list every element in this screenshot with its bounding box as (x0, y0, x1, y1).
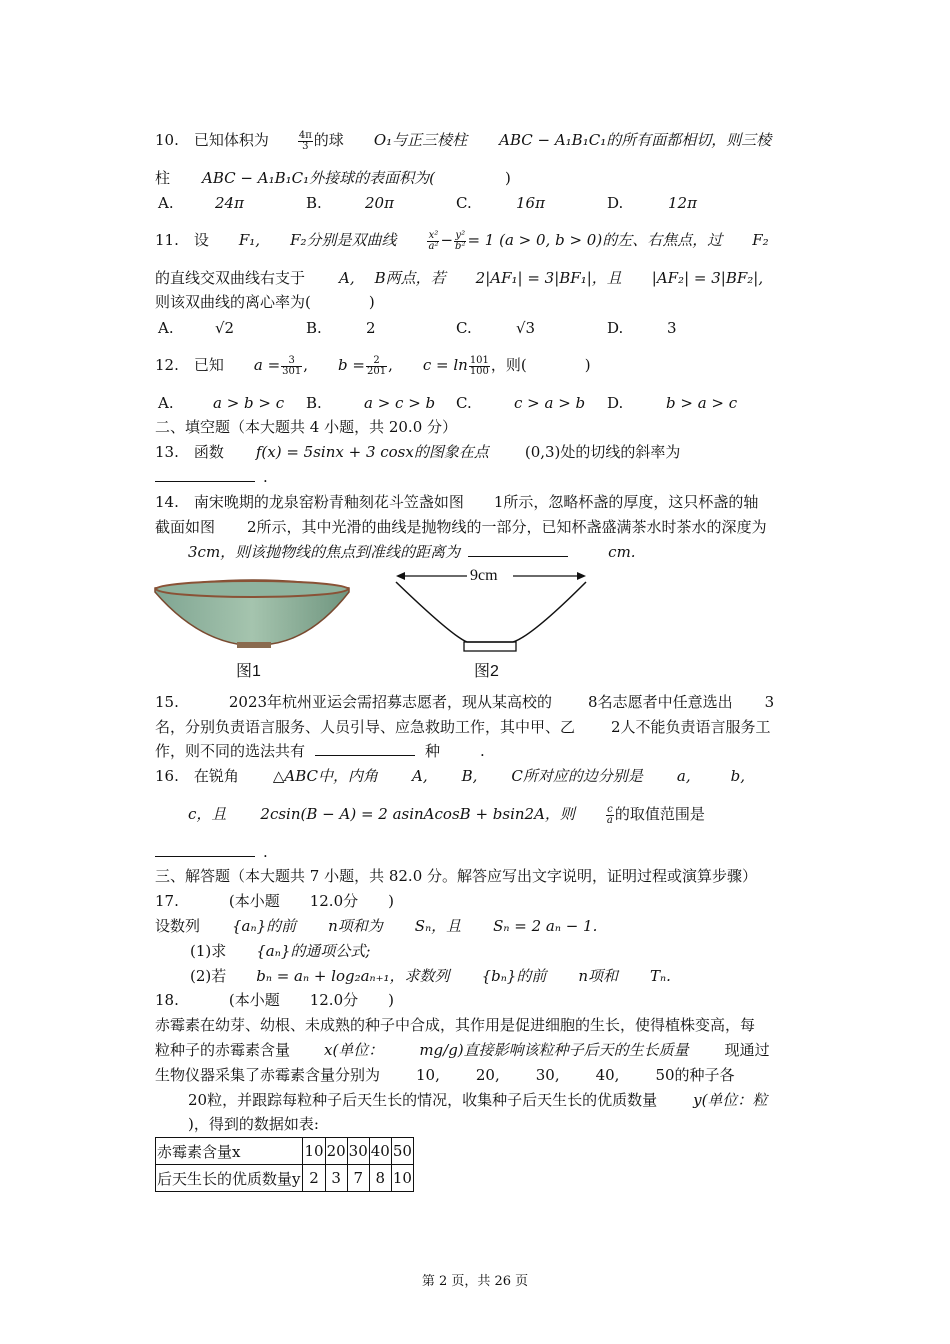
section-heading-fill: 二、填空题（本大题共 4 小题，共 20.0 分） (155, 418, 458, 436)
q13-text: (0,3)处的切线的斜率为 (524, 443, 681, 461)
q15-line3 (155, 741, 485, 761)
frac-num: 101 (469, 354, 489, 366)
q11-frac2 (454, 231, 466, 252)
q17-text: bₙ = aₙ + log₂aₙ₊₁，求数列 (256, 967, 450, 985)
q15-text: 2023年杭州亚运会需招募志愿者，现从某高校的 (228, 693, 553, 711)
option-value: 20π (365, 194, 394, 212)
table-header-cell: 后天生长的优质数量y (156, 1165, 303, 1192)
option-label: D. (607, 319, 624, 337)
frac-num: x² (428, 229, 439, 241)
q12-line1: 12. 已知 a = $\frac{3}{301}$ , b = $\frac{2}{201}$ , c = ln $\frac{101}{100}$ ，则( ) (155, 354, 591, 377)
q17-text: 12.0分 (309, 892, 359, 910)
answer-blank[interactable] (155, 842, 255, 857)
data-table (155, 1137, 414, 1192)
q16-line3 (155, 842, 268, 862)
q18-text: 20, (475, 1066, 500, 1084)
option-label: A. (158, 394, 174, 412)
q16-text: A, (412, 767, 428, 785)
q11-text: 2|AF₁| = 3|BF₁|，且 (475, 269, 622, 287)
q16-text: 的取值范围是 (614, 805, 705, 823)
q17-part2 (190, 966, 671, 986)
table-cell: 40 (369, 1138, 391, 1165)
table-cell: 3 (325, 1165, 347, 1192)
q11-text: − (440, 231, 454, 249)
q17-text: {aₙ}的前 (232, 917, 297, 935)
q14-line2 (155, 517, 767, 537)
q18-text: 40, (595, 1066, 620, 1084)
table-cell: 7 (347, 1165, 369, 1192)
q17-part1 (190, 941, 370, 961)
q17-header (155, 891, 394, 911)
q12-frac3 (469, 356, 490, 377)
q17-text: (本小题 (228, 892, 280, 910)
section-heading-solve: 三、解答题（本大题共 7 小题，共 82.0 分。解答应写出文字说明，证明过程或演算步骤） (155, 867, 758, 885)
q18-text: 10, (416, 1066, 440, 1084)
q18-text: ) (388, 991, 394, 1009)
table-header-cell: 赤霉素含量x (156, 1138, 303, 1165)
q14-text: 截面如图 (155, 518, 216, 536)
fig1-label: 图1 (236, 663, 261, 680)
option-value: b > a > c (666, 394, 738, 412)
q18-text: 粒种子的赤霉素含量 (155, 1041, 291, 1059)
q11-text: F₂ (752, 231, 769, 249)
frac-den: 3 (302, 140, 309, 152)
q17-text: 17. (155, 892, 179, 910)
q13-text: 13. 函数 (155, 443, 224, 461)
q17-text: ) (388, 892, 394, 910)
q14-text: 3cm，则该抛物线的焦点到准线的距离为 (188, 543, 461, 561)
frac-num: 2 (366, 356, 387, 367)
option-value: √3 (516, 319, 536, 337)
q18-text: 12.0分 (309, 991, 359, 1009)
q11-line3 (155, 292, 375, 312)
q17-line2 (155, 916, 597, 936)
q14-text: 2所示，其中光滑的曲线是抛物线的一部分，已知杯盏盛满茶水时茶水的深度为 (247, 518, 767, 536)
q10-text: ABC − A₁B₁C₁的所有面都相切，则三棱 (499, 131, 772, 149)
fig2-label: 图2 (474, 663, 499, 680)
q12-text: c = ln (422, 356, 468, 374)
q11-text: |AF₂| = 3|BF₂|, (651, 269, 764, 287)
q12-text: ，则( (490, 356, 527, 374)
q17-text: {bₙ}的前 (481, 967, 547, 985)
q16-text: △ABC中，内角 (272, 767, 379, 785)
q18-text: mg/g)直接影响该粒种子后天的生长质量 (419, 1041, 689, 1059)
frac-den: a (606, 814, 613, 826)
frac-den: a² (428, 240, 439, 252)
q11-text: 11. 设 (155, 231, 209, 249)
page-footer: 第 2 页，共 26 页 (421, 1274, 529, 1289)
q16-text: c，且 (188, 805, 227, 823)
q12-text: b = (338, 356, 365, 374)
q10-text: ABC − A₁B₁C₁外接球的表面积为( (202, 169, 435, 187)
frac-num: 3 (281, 356, 302, 367)
table-cell: 2 (303, 1165, 325, 1192)
frac-num: y² (455, 229, 466, 241)
q15-text: . (480, 742, 485, 760)
q17-text: Sₙ，且 (414, 917, 462, 935)
q16-text: B, (461, 767, 478, 785)
option-value: 12π (668, 194, 697, 212)
q10-fraction (298, 131, 313, 152)
q18-line1: 赤霉素在幼芽、幼根、未成熟的种子中合成，其作用是促进细胞的生长，使得植株变高，每 (155, 1016, 756, 1034)
q15-text: 作，则不同的选法共有 (155, 742, 306, 760)
q18-text: y(单位：粒 (693, 1091, 768, 1109)
q16-frac (606, 805, 614, 826)
option-label: C. (456, 194, 472, 212)
q17-text: Sₙ = 2 aₙ − 1. (493, 917, 598, 935)
q17-text: n项和 (578, 967, 619, 985)
q15-line1 (155, 692, 774, 712)
q11-line1 (155, 230, 769, 252)
q16-text: . (263, 843, 268, 861)
q10-line1 (155, 130, 771, 152)
option-value: a > b > c (213, 394, 285, 412)
option-label: D. (607, 194, 624, 212)
option-label: B. (306, 194, 322, 212)
frac-den: 301 (282, 365, 302, 377)
q10-text: 柱 (155, 169, 171, 187)
dimension-label: 9cm (470, 567, 498, 584)
q12-text: 12. 已知 (155, 356, 224, 374)
bowl-photo (153, 574, 353, 664)
q16-line2 (188, 804, 705, 826)
q18-line3 (155, 1065, 735, 1085)
table-cell: 20 (325, 1138, 347, 1165)
q16-text: 2csin(B − A) = 2 asinAcosB + bsin2A，则 (260, 805, 575, 823)
table-cell: 10 (391, 1165, 413, 1192)
q18-text: 20粒，并跟踪每粒种子后天生长的情况，收集种子后天生长的优质数量 (188, 1091, 658, 1109)
option-value: 16π (516, 194, 545, 212)
q18-line2 (155, 1040, 770, 1060)
q18-text: 现通过 (724, 1041, 770, 1059)
option-value: c > a > b (514, 394, 586, 412)
q11-text: B两点，若 (374, 269, 446, 287)
q10-text: ) (504, 169, 511, 187)
q16-text: 16. 在锐角 (155, 767, 239, 785)
q17-text: 设数列 (155, 917, 201, 935)
option-value: 2 (366, 319, 376, 337)
option-label: B. (306, 394, 322, 412)
q11-text: F₂分别是双曲线 (290, 231, 397, 249)
table-cell: 30 (347, 1138, 369, 1165)
table-row (156, 1138, 414, 1165)
q14-text: cm. (608, 543, 636, 561)
q11-frac1 (427, 231, 439, 252)
q18-text: x(单位： (324, 1041, 384, 1059)
option-value: 3 (667, 319, 677, 337)
frac-num: 4π (298, 129, 312, 141)
option-value: 24π (215, 194, 244, 212)
frac-den: 201 (366, 365, 387, 377)
q17-text: {aₙ}的通项公式; (256, 942, 371, 960)
q14-line3 (188, 542, 636, 562)
q18-text: 18. (155, 991, 179, 1009)
q13-text: f(x) = 5sinx + 3 cosx的图象在点 (255, 443, 489, 461)
q10-text: O₁与正三棱柱 (373, 131, 468, 149)
q11-text: F₁, (238, 231, 261, 249)
answer-blank[interactable] (315, 741, 415, 756)
q15-text: 种 (425, 742, 441, 760)
q15-text: 2人不能负责语言服务工 (611, 718, 771, 736)
q15-text: 3 (764, 693, 775, 711)
option-label: C. (456, 394, 472, 412)
q17-text: (2)若 (190, 967, 227, 985)
q13-line2 (155, 467, 268, 487)
q17-text: (1)求 (190, 942, 227, 960)
q12-text: a = (253, 356, 281, 374)
frac-den: b² (455, 240, 466, 252)
option-label: A. (158, 194, 174, 212)
q10-text: 10. 已知体积为 (155, 131, 269, 149)
q14-text: 1所示，忽略杯盏的厚度，这只杯盏的轴 (493, 493, 759, 511)
table-row (156, 1165, 414, 1192)
q16-text: C所对应的边分别是 (511, 767, 643, 785)
q13-line1 (155, 442, 680, 462)
q10-line2 (155, 168, 511, 188)
table-cell: 8 (369, 1165, 391, 1192)
q18-text: (本小题 (228, 991, 280, 1009)
q11-line2 (155, 268, 763, 288)
q11-text: 则该双曲线的离心率为( (155, 293, 311, 311)
q14-text: 14. 南宋晚期的龙泉窑粉青釉刻花斗笠盏如图 (155, 493, 464, 511)
q18-text: 生物仪器采集了赤霉素含量分别为 (155, 1066, 381, 1084)
q15-text: 15. (155, 693, 179, 711)
option-label: D. (607, 394, 624, 412)
q17-text: n项和为 (328, 917, 383, 935)
option-value: a > c > b (364, 394, 436, 412)
q12-frac1 (281, 356, 302, 377)
q15-text: 名，分别负责语言服务、人员引导、应急救助工作，其中甲、乙 (155, 718, 576, 736)
q11-text: = 1 (a > 0, b > 0)的左、右焦点，过 (467, 231, 723, 249)
q17-text: Tₙ. (650, 967, 671, 985)
table-cell: 10 (303, 1138, 325, 1165)
q16-text: b, (730, 767, 745, 785)
option-label: B. (306, 319, 322, 337)
frac-den: 100 (469, 365, 489, 377)
answer-blank[interactable] (155, 467, 255, 482)
q18-line5: )，得到的数据如表: (188, 1115, 319, 1133)
table-cell: 50 (391, 1138, 413, 1165)
q12-text: ) (584, 356, 591, 374)
q11-text: A, (339, 269, 355, 287)
q18-text: 50的种子各 (655, 1066, 735, 1084)
q11-text: 的直线交双曲线右支于 (155, 269, 306, 287)
q13-text: . (263, 468, 268, 486)
q16-line1 (155, 766, 745, 786)
q14-line1 (155, 492, 758, 512)
q16-text: a, (676, 767, 691, 785)
q12-frac2 (366, 356, 387, 377)
option-label: C. (456, 319, 472, 337)
q15-line2 (155, 717, 771, 737)
q18-line4 (188, 1090, 767, 1110)
q11-text: ) (368, 293, 375, 311)
option-value: √2 (215, 319, 235, 337)
q18-text: 30, (535, 1066, 560, 1084)
option-label: A. (158, 319, 174, 337)
q18-header (155, 990, 394, 1010)
q10-text: 的球 (313, 131, 344, 149)
answer-blank[interactable] (468, 542, 568, 557)
q15-text: 8名志愿者中任意选出 (588, 693, 733, 711)
frac-num: c (607, 803, 613, 815)
